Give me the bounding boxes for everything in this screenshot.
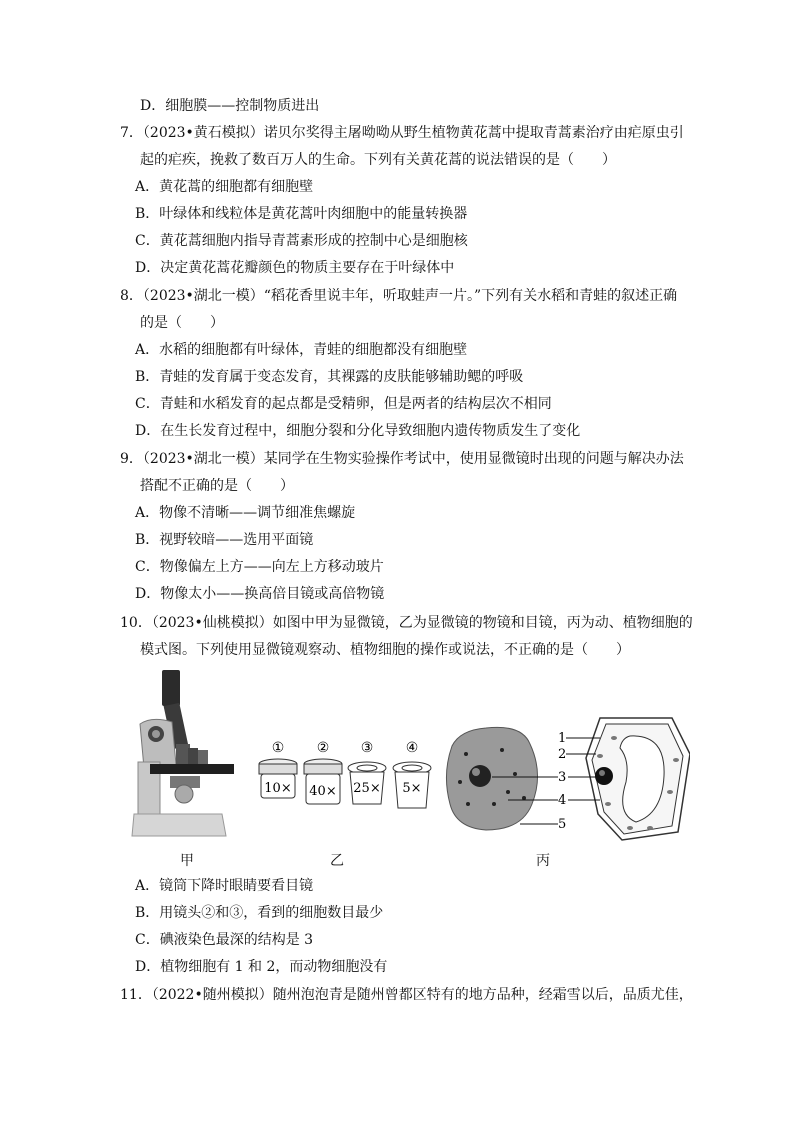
q8-option-a: A．水稻的细胞都有叶绿体，青蛙的细胞都没有细胞壁	[135, 342, 468, 358]
q7-option-d: D．决定黄花蒿花瓣颜色的物质主要存在于叶绿体中	[135, 260, 455, 276]
q8-option-d: D．在生长发育过程中，细胞分裂和分化导致细胞内遗传物质发生了变化	[135, 423, 581, 439]
caption-jia: 甲	[180, 853, 194, 869]
lens-label-3: 25×	[353, 781, 381, 796]
q7-stem-line1: 7．（2023•黄石模拟）诺贝尔奖得主屠呦呦从野生植物黄花蒿中提取青蒿素治疗由疟原虫引	[120, 125, 684, 141]
microscope-illustration	[132, 670, 234, 836]
q10-option-d: D．植物细胞有 1 和 2，而动物细胞没有	[135, 959, 388, 975]
cell-label-3: 3	[558, 770, 567, 785]
q10-option-c: C．碘液染色最深的结构是 3	[135, 932, 314, 948]
q10-stem-line1: 10．（2023•仙桃模拟）如图中甲为显微镜，乙为显微镜的物镜和目镜，丙为动、植物细胞的	[120, 615, 693, 631]
figure-drawing	[130, 664, 690, 874]
lens-number-2: ②	[316, 740, 330, 756]
q8-stem-line1: 8．（2023•湖北一模）“稻花香里说丰年，听取蛙声一片。”下列有关水稻和青蛙的叙述正确	[120, 288, 678, 304]
cell-label-5: 5	[558, 817, 567, 832]
q9-stem-line2: 搭配不正确的是（ ）	[140, 478, 294, 494]
lens-4	[393, 762, 431, 808]
q10-option-b: B．用镜头②和③，看到的细胞数目最少	[135, 905, 384, 921]
lens-set	[259, 740, 431, 808]
q8-option-c: C．青蛙和水稻发育的起点都是受精卵，但是两者的结构层次不相同	[135, 396, 552, 412]
animal-cell	[446, 727, 537, 830]
lens-1	[259, 759, 297, 798]
cell-label-1: 1	[558, 731, 567, 746]
caption-bing: 丙	[536, 853, 550, 869]
cell-label-2: 2	[558, 747, 567, 762]
q9-option-a: A．物像不清晰——调节细准焦螺旋	[135, 505, 356, 521]
q6-option-d: D．细胞膜——控制物质进出	[140, 98, 320, 114]
lens-number-1: ①	[271, 740, 285, 756]
lens-number-4: ④	[405, 740, 419, 756]
q10-figure	[130, 664, 690, 874]
plant-cell	[586, 718, 690, 840]
q9-option-c: C．物像偏左上方——向左上方移动玻片	[135, 559, 384, 575]
lens-label-4: 5×	[402, 781, 422, 796]
q7-option-a: A．黄花蒿的细胞都有细胞壁	[135, 179, 314, 195]
lens-label-1: 10×	[264, 781, 292, 796]
lens-3	[348, 762, 386, 804]
q10-option-a: A．镜筒下降时眼睛要看目镜	[135, 878, 314, 894]
q7-option-b: B．叶绿体和线粒体是黄花蒿叶肉细胞中的能量转换器	[135, 206, 468, 222]
lens-label-2: 40×	[309, 784, 337, 799]
q11-stem-line1: 11．（2022•随州模拟）随州泡泡青是随州曾都区特有的地方品种，经霜雪以后，品质尤佳，	[120, 987, 693, 1003]
lens-2	[304, 759, 342, 804]
q9-stem-line1: 9．（2023•湖北一模）某同学在生物实验操作考试中，使用显微镜时出现的问题与解决办法	[120, 451, 684, 467]
q10-stem-line2: 模式图。下列使用显微镜观察动、植物细胞的操作或说法，不正确的是（ ）	[140, 642, 630, 658]
q7-option-c: C．黄花蒿细胞内指导青蒿素形成的控制中心是细胞核	[135, 233, 468, 249]
caption-yi: 乙	[330, 853, 344, 869]
q8-option-b: B．青蛙的发育属于变态发育，其裸露的皮肤能够辅助鳃的呼吸	[135, 369, 524, 385]
q7-stem-line2: 起的疟疾，挽救了数百万人的生命。下列有关黄花蒿的说法错误的是（ ）	[140, 152, 616, 168]
cell-label-4: 4	[558, 793, 567, 808]
q9-option-b: B．视野较暗——选用平面镜	[135, 532, 314, 548]
lens-number-3: ③	[360, 740, 374, 756]
q9-option-d: D．物像太小——换高倍目镜或高倍物镜	[135, 586, 385, 602]
q8-stem-line2: 的是（ ）	[140, 315, 224, 331]
